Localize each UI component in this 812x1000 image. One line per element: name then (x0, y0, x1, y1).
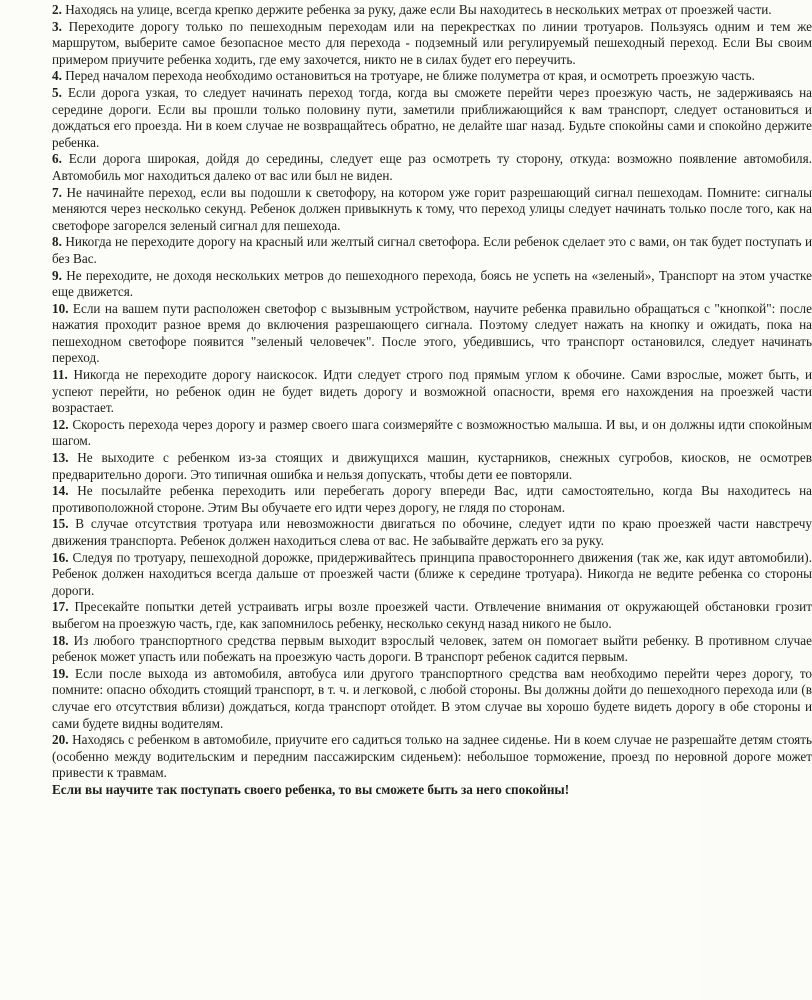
rule-text: В случае отсутствия тротуара или невозможности двигаться по обочине, следует идти по краю проезжей части навстречу движения транспорта. Ребенок должен находиться слева от вас. Не забывайте держать его за руку. (52, 516, 812, 548)
rule-number: 13. (52, 450, 69, 466)
rule-item (52, 234, 812, 267)
rule-number: 17. (52, 599, 69, 615)
rule-number: 6. (52, 151, 62, 167)
rule-number: 4. (52, 68, 62, 84)
rule-text: Переходите дорогу только по пешеходным переходам или на перекрестках по линии тротуаров. Пользуясь одним и тем же маршрутом, выберите самое безопасное место для перехода - подземный или регулируемый пешеходный переход. Если Вы своим примером приучите ребенка ходить, где ему захочется, никто не в силах будет его переучить. (52, 18, 812, 67)
rule-text: Не начинайте переход, если вы подошли к светофору, на котором уже горит разрешающий сигнал пешеходам. Помните: сигналы меняются через несколько секунд. Ребенок должен привыкнуть к тому, что переход улицы следует начинать только после того, как на светофоре загорелся зеленый сигнал для пешехода. (52, 184, 812, 233)
rule-number: 3. (52, 18, 62, 34)
rule-text: Скорость перехода через дорогу и размер своего шага соизмеряйте с возможностью малыша. И вы, и он должны идти спокойным шагом. (52, 416, 812, 449)
rule-text: Если дорога узкая, то следует начинать переход тогда, когда вы сможете перейти через проезжую часть, не задерживаясь на середине дороги. Если вы прошли только половину пути, заметили приближающийся к вам транспорт, следует остановиться и дождаться его проезда. Ни в коем случае не возвращайтесь обратно, не делайте шаг назад. Будьте спокойны сами и спокойно держите ребенка. (52, 84, 812, 150)
rule-item (52, 450, 812, 483)
rule-item (52, 732, 812, 782)
rule-text: Из любого транспортного средства первым выходит взрослый человек, затем он помогает выйти ребенку. В противном случае ребенок может упасть или побежать на проезжую часть дороги. В транспорт ребенок садится первым. (52, 632, 812, 665)
rule-item (52, 268, 812, 301)
rule-item (52, 599, 812, 632)
rule-number: 7. (52, 184, 62, 200)
rule-text: Находясь на улице, всегда крепко держите ребенка за руку, даже если Вы находитесь в нескольких метрах от проезжей части. (65, 2, 772, 17)
rule-number: 19. (52, 665, 69, 681)
rule-item (52, 85, 812, 151)
rule-text: Никогда не переходите дорогу наискосок. Идти следует строго под прямым углом к обочине. Сами взрослые, может быть, и успеют перейти, но ребенок один не будет видеть дорогу и возможной опасности, время его нахождения на проезжей части возрастает. (52, 367, 812, 416)
rule-text: Никогда не переходите дорогу на красный или желтый сигнал светофора. Если ребенок сделает это с вами, он так будет поступать и без Вас. (52, 234, 812, 266)
rule-text: Находясь с ребенком в автомобиле, приучите его садиться только на заднее сиденье. Ни в коем случае не разрешайте детям стоять (особенно между водительским и передним пассажирским сиденьем): небольшое торможение, проезд по неровной дороге может привести к травмам. (52, 732, 812, 781)
rules-list (52, 2, 812, 799)
rule-item (52, 151, 812, 184)
rule-item (52, 301, 812, 367)
rule-item (52, 68, 812, 85)
closing-statement: Если вы научите так поступать своего ребенка, то вы сможете быть за него спокойны! (52, 781, 570, 797)
rule-number: 18. (52, 632, 69, 648)
rule-text: Не выходите с ребенком из-за стоящих и движущихся машин, кустарников, снежных сугробов, киосков, не осмотрев предварительно дороги. Это типичная ошибка и нельзя допускать, чтобы дети ее повторяли. (52, 450, 812, 482)
rule-number: 15. (52, 516, 69, 532)
rule-number: 2. (52, 2, 62, 17)
rule-item (52, 19, 812, 69)
rule-number: 8. (52, 234, 62, 250)
rule-item (52, 633, 812, 666)
rule-text: Не переходите, не доходя нескольких метров до пешеходного перехода, боясь не успеть на «зеленый», Транспорт на этом участке еще движется. (52, 267, 812, 300)
rule-number: 16. (52, 549, 69, 565)
rule-text: Если после выхода из автомобиля, автобуса или другого транспортного средства вам необходимо перейти через дорогу, то помните: опасно обходить стоящий транспорт, в т. ч. и легковой, с любой стороны. Вы должны дойти до пешеходного перехода или (в случае его отсутствия вблизи) дождаться, когда транспорт отойдет. В этом случае вы хорошо будете видеть дорогу в обе стороны и сами будете видны водителям. (52, 665, 812, 731)
rule-item (52, 666, 812, 732)
rule-text: Если на вашем пути расположен светофор с вызывным устройством, научите ребенка правильно обращаться с "кнопкой": после нажатия проходит разное время до включения разрешающего сигнала. Поэтому следует нажать на кнопку и ожидать, пока на пешеходном светофоре появится "зеленый человечек". После этого, убедившись, что транспорт остановился, следует начинать переход. (52, 300, 812, 366)
rule-item (52, 185, 812, 235)
rule-item (52, 367, 812, 417)
rule-text: Перед началом перехода необходимо остановиться на тротуаре, не ближе полуметра от края, и осмотреть проезжую часть. (65, 68, 755, 84)
rule-item (52, 417, 812, 450)
rule-number: 9. (52, 267, 62, 283)
rule-number: 10. (52, 300, 69, 316)
rule-number: 11. (52, 367, 68, 383)
rule-number: 12. (52, 416, 69, 432)
rule-text: Пресекайте попытки детей устраивать игры возле проезжей части. Отвлечение внимания от окружающей обстановки грозит выбегом на проезжую часть, где, как запомнилось ребенку, несколько секунд назад никого не было. (52, 599, 812, 631)
rule-item (52, 2, 812, 19)
rule-item (52, 550, 812, 600)
rule-number: 20. (52, 732, 69, 748)
rule-text: Не посылайте ребенка переходить или перебегать дорогу впереди Вас, идти самостоятельно, когда Вы находитесь на противоположной стороне. Этим Вы обучаете его идти через дорогу, не глядя по сторонам. (52, 483, 812, 515)
rule-item (52, 516, 812, 549)
rule-text: Если дорога широкая, дойдя до середины, следует еще раз осмотреть ту сторону, откуда: возможно появление автомобиля. Автомобиль мог находиться далеко от вас или был не виден. (52, 151, 812, 183)
rule-number: 14. (52, 483, 69, 499)
rule-text: Следуя по тротуару, пешеходной дорожке, придерживайтесь принципа правостороннего движения (так же, как идут автомобили). Ребенок должен находиться всегда дальше от проезжей части (ближе к середине тротуара). Никогда не ведите ребенка со стороны дороги. (52, 549, 812, 598)
rule-item (52, 483, 812, 516)
rule-number: 5. (52, 84, 62, 100)
